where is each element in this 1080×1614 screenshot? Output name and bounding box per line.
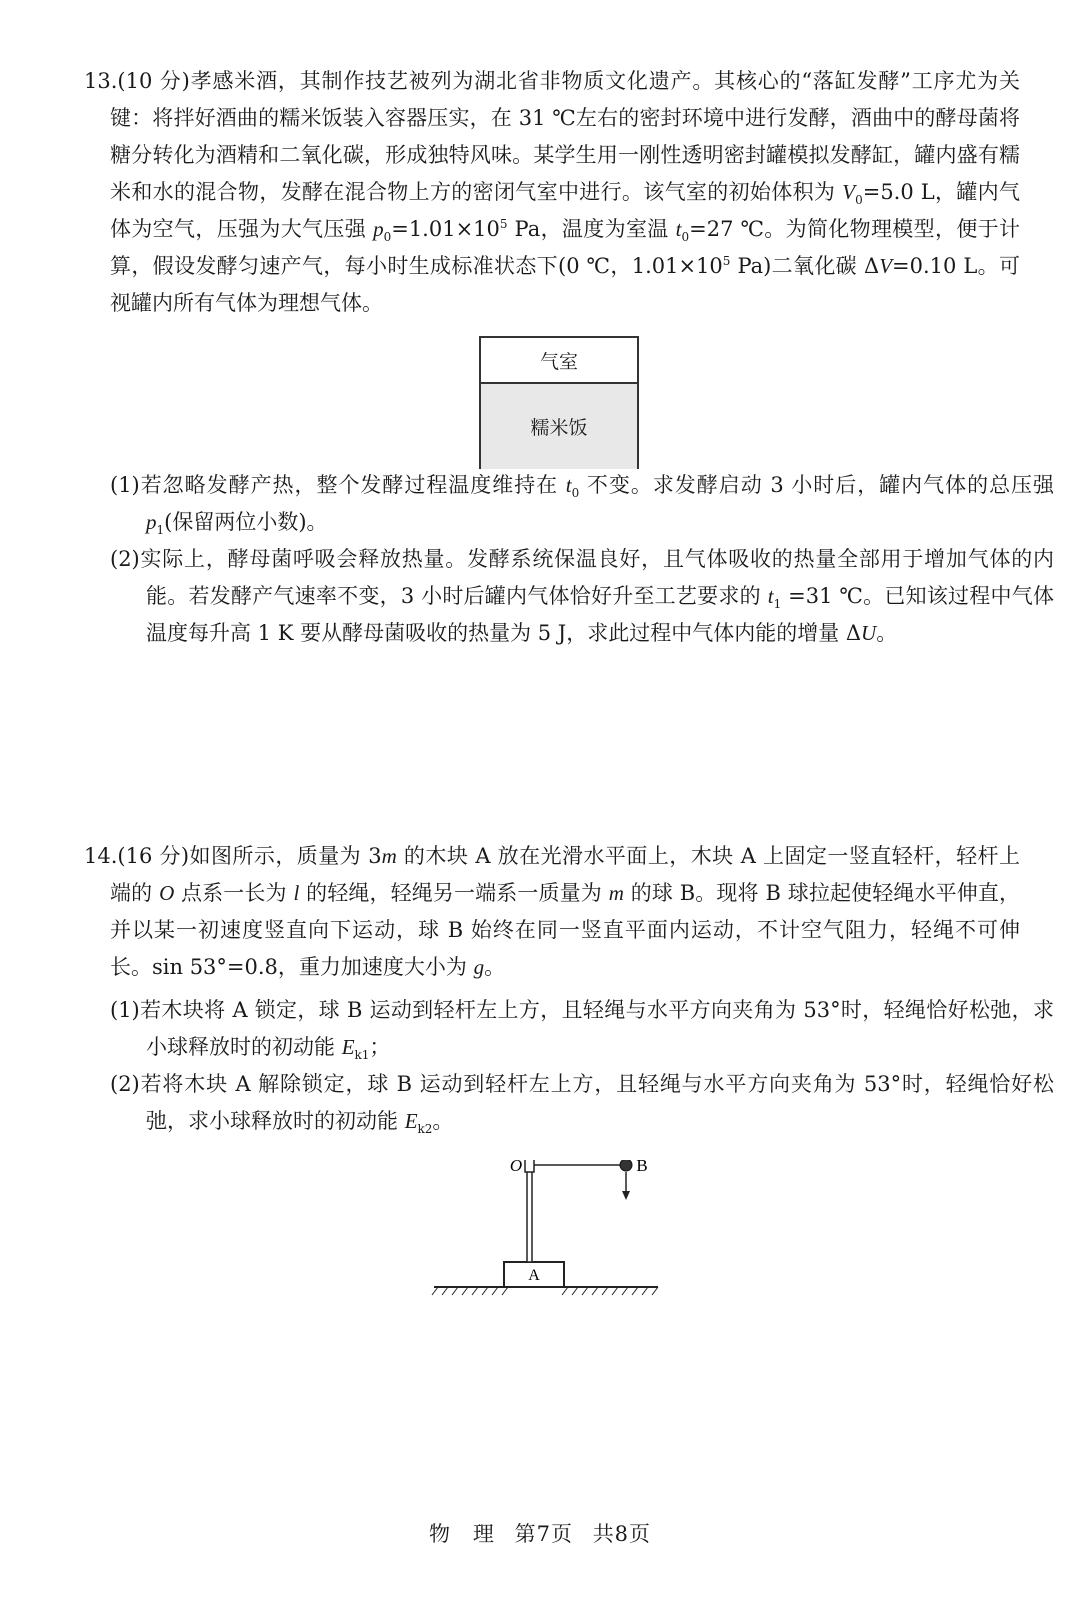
footer-total: 共8页 <box>592 1522 652 1546</box>
rice-layer <box>481 384 637 469</box>
pivot-o-label: O <box>509 1160 523 1175</box>
q13-part2: (2)实际上，酵母菌呼吸会释放热量。发酵系统保温良好，且气体吸收的热量全部用于增加气体的内能。若发酵产气速率不变，3 小时后罐内气体恰好升至工艺要求的 $t_1 =31$ ℃。已知该过程中气体温度每升高 1 K 要从酵母菌吸收的热量为 5 J，求此过程中气体内能的增量 ΔU。 <box>110 547 1054 645</box>
q14-part2: (2)若将木块 A 解除锁定，球 B 运动到轻杆左上方，且轻绳与水平方向夹角为 53°时，轻绳恰好松弛，求小球释放时的初动能 $E_{k2}$。 <box>110 1072 1054 1137</box>
q13-number: 13. <box>84 69 118 93</box>
q13-stem <box>84 63 1021 322</box>
q13-part1: (1)若忽略发酵产热，整个发酵过程温度维持在 $t_0$ 不变。求发酵启动 3 小时后，罐内气体的总压强 $p_1$(保留两位小数)。 <box>110 473 1055 538</box>
q14-stem-text: (16 分)如图所示，质量为 3m 的木块 A 放在光滑水平面上，木块 A 上固定一竖直轻杆，轻杆上端的 O 点系一长为 l 的轻绳，轻绳另一端系一质量为 m 的球 B。现将 B 球拉起使轻绳水平伸直，并以某一初速度竖直向下运动，球 B 始终在同一竖直平面内运动，不计空气阻力，轻绳不可伸长。sin 53°=0.8，重力加速度大小为 g。 <box>110 844 1020 979</box>
block-a-label: A <box>528 1267 540 1284</box>
block-rod-ball-diagram <box>430 1160 670 1310</box>
fermentation-jar-diagram <box>479 336 639 469</box>
q14-number: 14. <box>84 844 118 868</box>
gas-chamber-label: 气室 <box>539 350 578 373</box>
footer-page: 第7页 <box>514 1522 573 1546</box>
q14-stem <box>84 838 1020 986</box>
footer-subject: 物 理 <box>428 1522 495 1546</box>
q13-stem-text: (10 分)孝感米酒，其制作技艺被列为湖北省非物质文化遗产。其核心的“落缸发酵”工序尤为关键：将拌好酒曲的糯米饭装入容器压实，在 31 ℃左右的密封环境中进行发酵，酒曲中的酵母菌将糖分转化为酒精和二氧化碳，形成独特风味。某学生用一刚性透明密封罐模拟发酵缸，罐内盛有糯米和水的混合物，发酵在混合物上方的密闭气室中进行。该气室的初始体积为 $V_0=5.0$ L，罐内气体为空气，压强为大气压强 $p_0=1.01\times 10^5$ Pa，温度为室温 $t_0=27$ ℃。为简化物理模型，便于计算，假设发酵匀速产气，每小时生成标准状态下(0 ℃，$1.01\times 10^5$ Pa)二氧化碳 ΔV=0.10 L。可视罐内所有气体为理想气体。 <box>110 69 1021 315</box>
velocity-arrow-head <box>622 1191 630 1200</box>
page-footer <box>0 1518 1080 1548</box>
ball-b-label: B <box>636 1160 648 1175</box>
ground-hatching <box>432 1287 658 1295</box>
vertical-rod <box>527 1166 532 1262</box>
q14-part1: (1)若木块将 A 锁定，球 B 运动到轻杆左上方，且轻绳与水平方向夹角为 53°时，轻绳恰好松弛，求小球释放时的初动能 $E_{k1}$； <box>110 998 1054 1063</box>
gas-chamber <box>481 338 637 384</box>
pivot-o <box>525 1160 534 1172</box>
ball-b <box>620 1160 632 1171</box>
rice-layer-label: 糯米饭 <box>530 417 588 439</box>
